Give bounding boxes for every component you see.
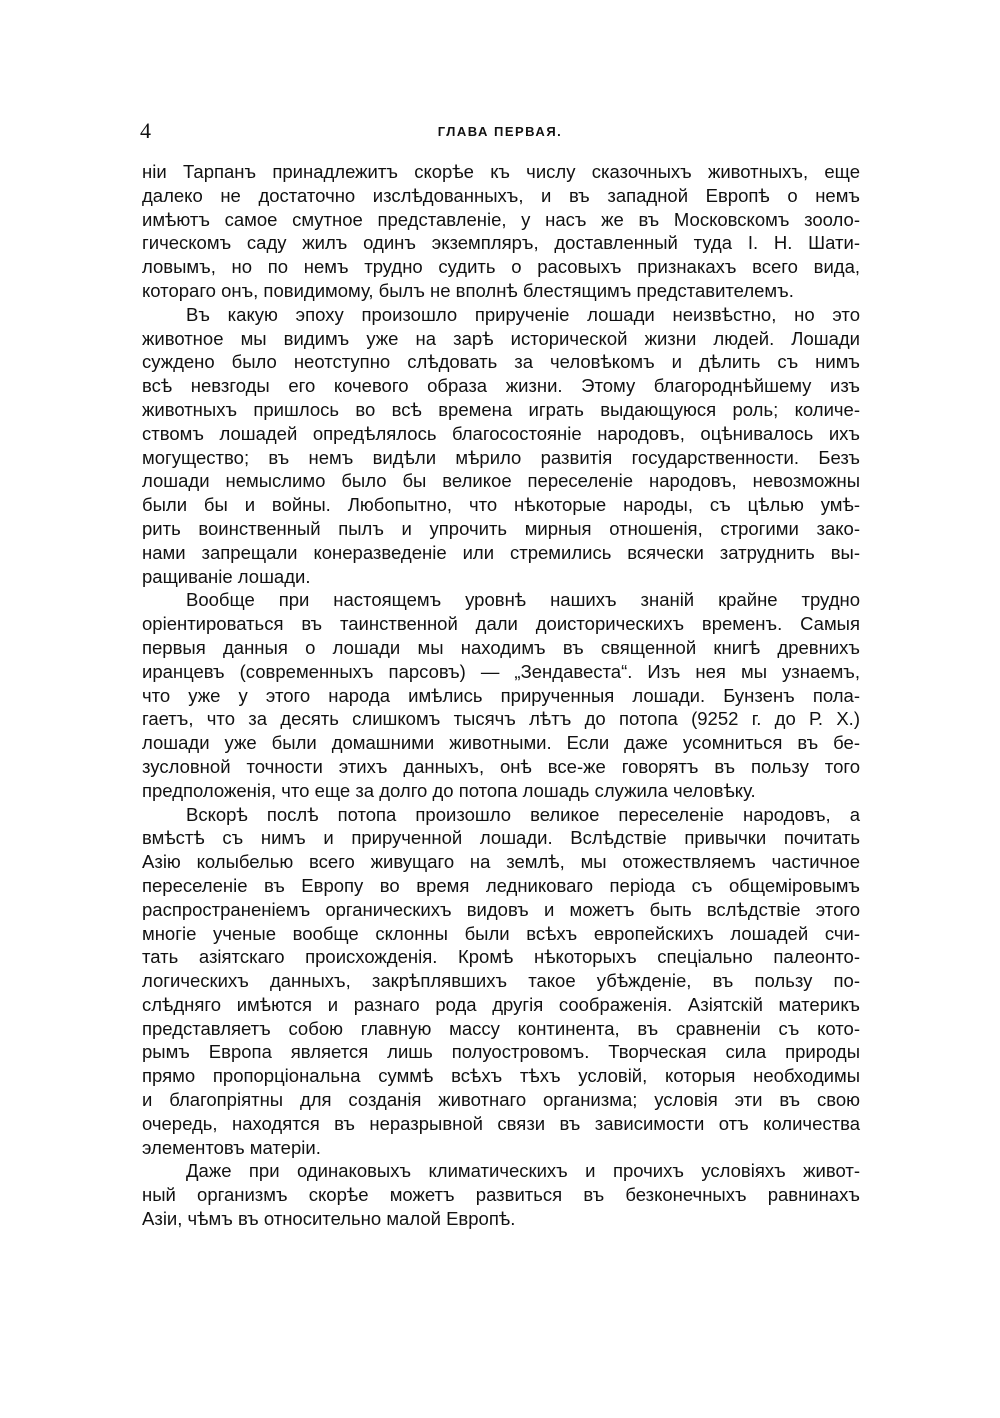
- text-line: лошади немыслимо было бы великое переселенiе народовъ, невозможны: [142, 470, 860, 492]
- text-line: нами запрещали конеразведенiе или стремились всячески затруднить вы-: [142, 541, 860, 563]
- text-line: суждено было неотступно слѣдовать за человѣкомъ и дѣлить съ нимъ: [142, 351, 860, 373]
- text-line: многiе ученые вообще склонны были всѣхъ европейскихъ лошадей счи-: [142, 922, 860, 944]
- text-line: слѣдняго имѣются и разнаго рода другiя соображенiя. Азiятскiй материкъ: [142, 993, 860, 1015]
- paragraph: [142, 1159, 860, 1230]
- paragraph: [142, 588, 860, 802]
- text-line: переселенiе въ Европу во время ледниковаго перiода съ общемiровымъ: [142, 874, 860, 896]
- text-line: лошади уже были домашними животными. Если даже усомниться въ бе-: [142, 732, 860, 754]
- text-line: очередь, находятся въ неразрывной связи въ зависимости отъ количества: [142, 1112, 860, 1134]
- text-line: нiи Тарпанъ принадлежитъ скорѣе къ числу сказочныхъ животныхъ, еще: [142, 161, 860, 182]
- text-line: Азiю колыбелью всего живущаго на землѣ, мы отожествляемъ частичное: [142, 851, 860, 873]
- paragraph: [142, 160, 860, 303]
- page-number: 4: [140, 118, 151, 143]
- text-line: вмѣстѣ съ нимъ и прирученной лошади. Вслѣдствiе привычки почитать: [142, 827, 860, 849]
- text-line: Въ какую эпоху произошло прирученiе лошади неизвѣстно, но это: [186, 303, 860, 325]
- text-line: были бы и войны. Любопытно, что нѣкоторые народы, съ цѣлью умѣ-: [142, 494, 860, 516]
- text-line: иранцевъ (современныхъ парсовъ) — „Зендавеста“. Изъ нея мы узнаемъ,: [142, 660, 860, 682]
- text-line: животныхъ пришлось во всѣ времена играть выдающуюся роль; количе-: [142, 398, 860, 420]
- text-line: распространенiемъ органическихъ видовъ и можетъ быть вслѣдствiе этого: [142, 898, 860, 920]
- text-line: рить воинственный пылъ и упрочить мирныя отношенiя, строгими зако-: [142, 517, 860, 539]
- text-line: далеко не достаточно изслѣдованныхъ, и въ западной Европѣ о немъ: [142, 184, 860, 206]
- text-line: Азiи, чѣмъ въ относительно малой Европѣ.: [142, 1208, 516, 1230]
- text-line: зусловной точности этихъ данныхъ, онѣ все-же говорятъ въ пользу того: [142, 755, 860, 777]
- text-line: могущество; въ немъ видѣли мѣрило развитiя государственности. Безъ: [142, 446, 860, 468]
- text-line: Вскорѣ послѣ потопа произошло великое переселенiе народовъ, а: [186, 803, 860, 825]
- text-line: ращиванiе лошади.: [142, 565, 311, 587]
- text-line: имѣютъ самое смутное представленiе, у насъ же въ Московскомъ зооло-: [142, 208, 860, 230]
- text-line: и благопрiятны для созданiя животнаго организма; условiя эти въ свою: [142, 1089, 860, 1111]
- text-line: Даже при одинаковыхъ климатическихъ и прочихъ условiяхъ живот-: [186, 1160, 860, 1182]
- text-line: что уже у этого народа имѣлись прирученныя лошади. Бунзенъ пола-: [142, 684, 860, 706]
- text-line: орiентироваться въ таинственной дали доисторическихъ временъ. Самыя: [142, 613, 860, 635]
- text-line: первыя данныя о лошади мы находимъ въ священной книгѣ древнихъ: [142, 636, 860, 658]
- text-line: животное мы видимъ уже на зарѣ исторической жизни людей. Лошади: [142, 327, 860, 349]
- text-line: логическихъ данныхъ, закрѣплявшихъ такое убѣжденiе, въ пользу по-: [142, 970, 860, 992]
- paragraph: [142, 803, 860, 1160]
- text-line: предположенiя, что еще за долго до потопа лошадь служила человѣку.: [142, 779, 756, 801]
- text-line: гаетъ, что за десять слишкомъ тысячъ лѣтъ до потопа (9252 г. до Р. Х.): [142, 708, 860, 730]
- body-text: [142, 160, 860, 1231]
- text-line: ствомъ лошадей опредѣлялось благосостоянiе народовъ, оцѣнивалось ихъ: [142, 422, 860, 444]
- text-line: котораго онъ, повидимому, былъ не вполнѣ блестящимъ представителемъ.: [142, 279, 794, 301]
- text-line: тать азiятскаго происхожденiя. Кромѣ нѣкоторыхъ спецiально палеонто-: [142, 946, 860, 968]
- text-line: ный организмъ скорѣе можетъ развиться въ безконечныхъ равнинахъ: [142, 1184, 860, 1206]
- text-line: гическомъ саду жилъ одинъ экземпляръ, доставленный туда I. Н. Шати-: [142, 232, 860, 254]
- paragraph: [142, 303, 860, 589]
- text-line: представляетъ собою главную массу континента, въ сравненiи съ кото-: [142, 1017, 860, 1039]
- text-line: всѣ невзгоды его кочевого образа жизни. Этому благороднѣйшему изъ: [142, 375, 860, 397]
- text-line: рымъ Европа является лишь полуостровомъ. Творческая сила природы: [142, 1041, 860, 1063]
- text-line: прямо пропорцiональна суммѣ всѣхъ тѣхъ условiй, которыя необходимы: [142, 1065, 860, 1087]
- text-line: элементовъ матерiи.: [142, 1136, 321, 1158]
- text-line: Вообще при настоящемъ уровнѣ нашихъ знанiй крайне трудно: [186, 589, 860, 611]
- text-line: ловымъ, но по немъ трудно судить о расовыхъ признакахъ всего вида,: [142, 256, 860, 278]
- running-title: ГЛАВА ПЕРВАЯ.: [437, 124, 563, 139]
